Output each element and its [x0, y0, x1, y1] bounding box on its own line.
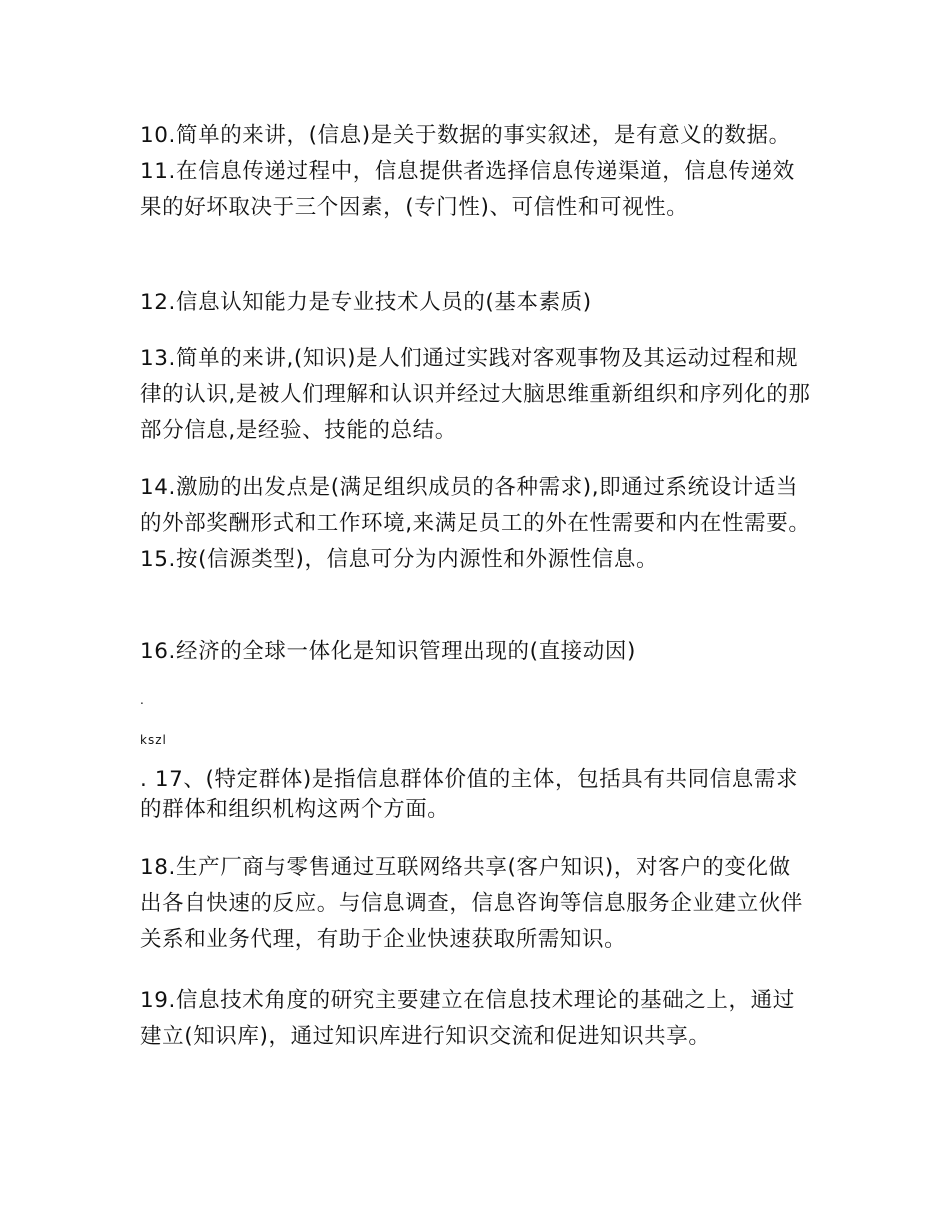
dot-mark: .: [140, 693, 145, 707]
paragraph-18: 18.生产厂商与零售通过互联网络共享(客户知识)，对客户的变化做出各自快速的反应。与信息调查，信息咨询等信息服务企业建立伙伴关系和业务代理，有助于企业快速获取所需知识。: [140, 855, 804, 952]
paragraph-17: . 17、(特定群体)是指信息群体价值的主体，包括具有共同信息需求的群体和组织机构这两个方面。: [140, 767, 799, 822]
paragraph-10-11: 10.简单的来讲，(信息)是关于数据的事实叙述，是有意义的数据。 11.在信息传递过程中，信息提供者选择信息传递渠道，信息传递效果的好坏取决于三个因素，(专门性)、可信性和可视性。: [140, 123, 795, 220]
paragraph-13: 13.简单的来讲,(知识)是人们通过实践对客观事物及其运动过程和规律的认识,是被人们理解和认识并经过大脑思维重新组织和序列化的那部分信息,是经验、技能的总结。: [140, 346, 811, 443]
paragraph-19: 19.信息技术角度的研究主要建立在信息技术理论的基础之上，通过建立(知识库)，通过知识库进行知识交流和促进知识共享。: [140, 988, 795, 1049]
paragraph-14-15: 14.激励的出发点是(满足组织成员的各种需求),即通过系统设计适当的外部奖酬形式和工作环境,来满足员工的外在性需要和内在性需要。 15.按(信源类型)，信息可分为内源性和外源性信息。: [140, 475, 811, 572]
paragraph-16: 16.经济的全球一体化是知识管理出现的(直接动因): [140, 639, 636, 664]
paragraph-12: 12.信息认知能力是专业技术人员的(基本素质): [140, 290, 592, 315]
kszl-mark: kszl: [140, 733, 167, 747]
